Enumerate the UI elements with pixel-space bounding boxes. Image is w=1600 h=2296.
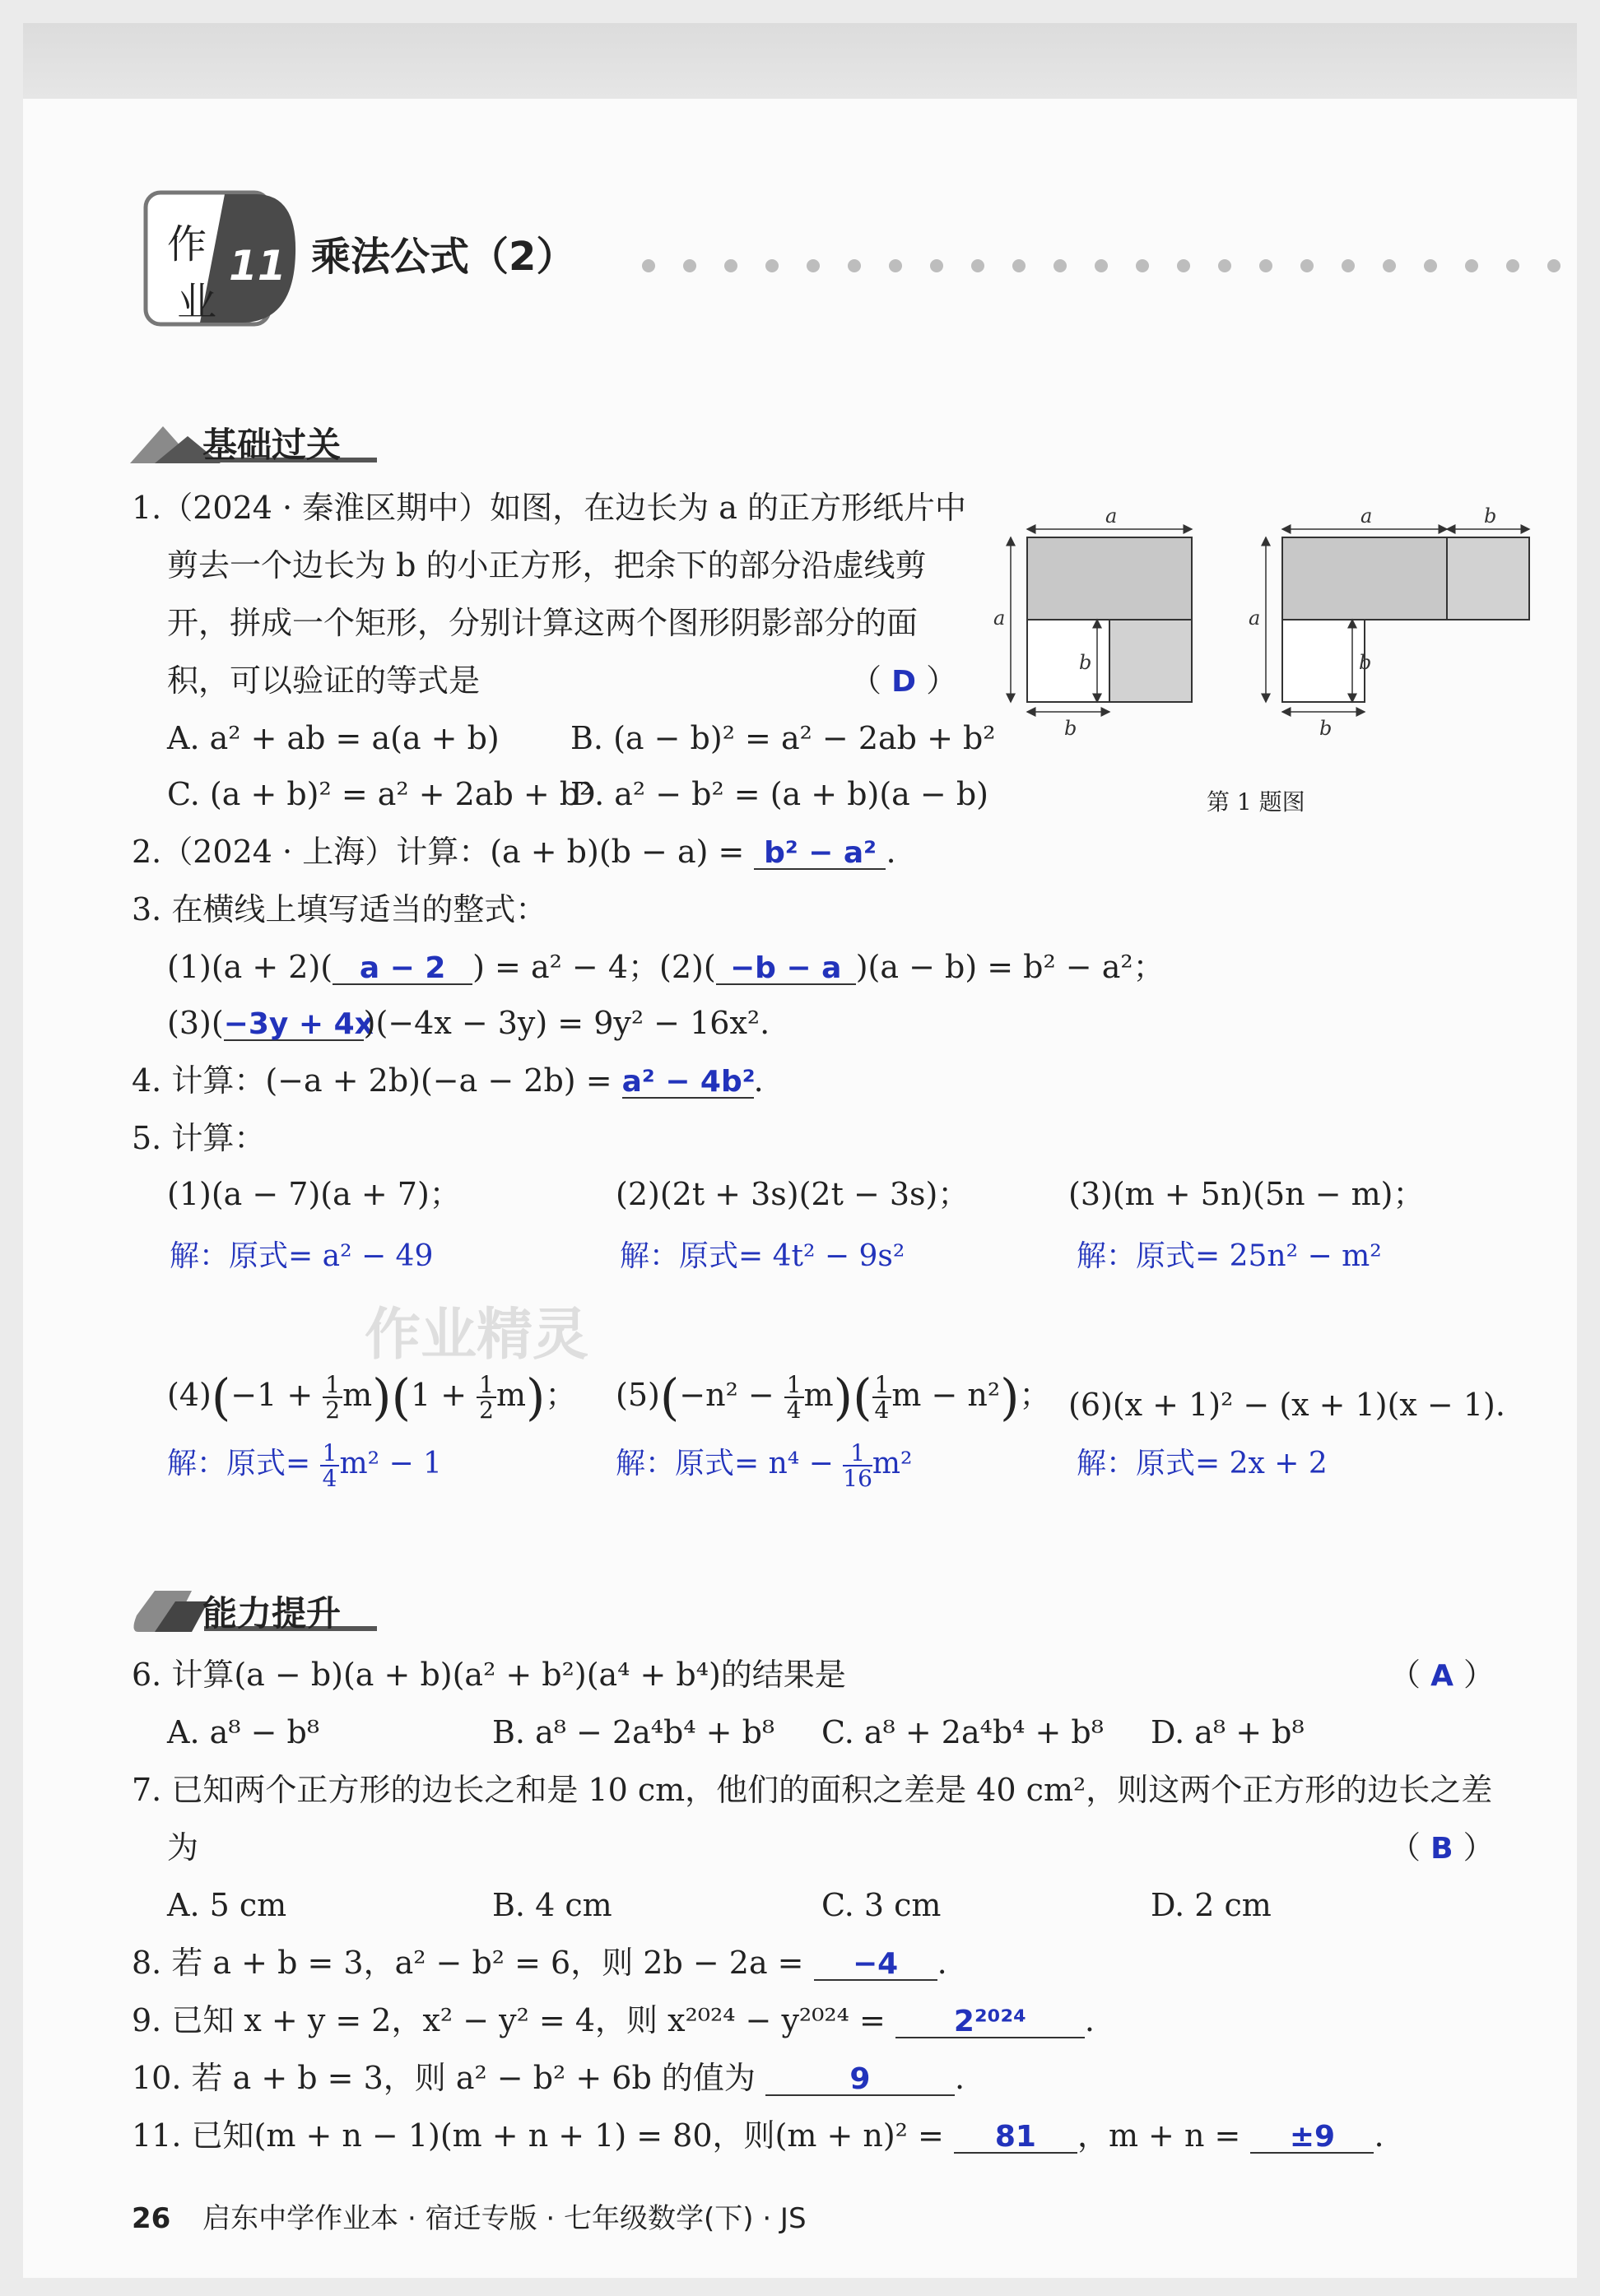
q6-option-a: A. a⁸ − b⁸ (167, 1714, 320, 1750)
q4-text: 4. 计算：(−a + 2b)(−a − 2b) = (132, 1062, 612, 1099)
q1-option-b: B. (a − b)² = a² − 2ab + b² (570, 720, 996, 756)
q3-prompt: 3. 在横线上填写适当的整式： (132, 891, 547, 927)
q3-blank-2 (716, 951, 856, 985)
homework-badge (142, 188, 299, 329)
q1-line-4: 积，可以验证的等式是 (167, 662, 481, 699)
figure-square-with-cut (1011, 529, 1192, 712)
q3-blank-3 (223, 1007, 374, 1041)
q5-solution-3: 解：原式= 25n² − m² (1077, 1239, 1382, 1273)
q9-question: 9. 已知 x + y = 2，x² − y² = 4，则 x²⁰²⁴ − y²⁰²⁴ = 2²⁰²⁴ . (132, 2002, 1095, 2038)
q6-answer: A (1430, 1659, 1453, 1693)
q11-blank-2 (1250, 2120, 1374, 2154)
fig1-label-a-left: a (993, 607, 1006, 630)
q5-part-2: (2)(2t + 3s)(2t − 3s)； (616, 1176, 970, 1212)
q7-option-c: C. 3 cm (821, 1887, 942, 1923)
section-advanced-title: 能力提升 (202, 1593, 342, 1634)
fig1-label-a-top: a (1105, 504, 1118, 528)
q5-solution-2: 解：原式= 4t² − 9s² (620, 1239, 905, 1273)
q5-prompt: 5. 计算： (132, 1120, 266, 1156)
q8-blank (814, 1947, 937, 1981)
q1-option-a: A. a² + ab = a(a + b) (167, 720, 500, 756)
q2-blank (754, 836, 886, 870)
q6-option-b: B. a⁸ − 2a⁴b⁴ + b⁸ (492, 1714, 775, 1750)
q7-answer-bracket: （ B ） (1389, 1829, 1495, 1866)
q9-text: 9. 已知 x + y = 2，x² − y² = 4，则 x²⁰²⁴ − y²⁰²⁴ = (132, 2002, 886, 2038)
q2-question: 2.（2024 · 上海）计算：(a + b)(b − a) = b² − a² . (132, 834, 896, 870)
q8-question: 8. 若 a + b = 3，a² − b² = 6，则 2b − 2a = −4 . (132, 1945, 947, 1981)
top-band (23, 23, 1577, 99)
q1-answer: D (891, 665, 916, 699)
badge-number: 11 (229, 242, 286, 290)
q1-figure (982, 496, 1542, 743)
q1-line-1: 1.（2024 · 秦淮区期中）如图，在边长为 a 的正方形纸片中 (132, 490, 967, 526)
fig2-label-b-right: b (1359, 651, 1372, 674)
q5-part-1: (1)(a − 7)(a + 7)； (167, 1176, 461, 1212)
q10-text: 10. 若 a + b = 3，则 a² − b² + 6b 的值为 (132, 2060, 756, 2096)
q7-answer: B (1430, 1832, 1453, 1866)
q3-part3b: )(−4x − 3y) = 9y² − 16x². (363, 1005, 770, 1041)
q8-text: 8. 若 a + b = 3，a² − b² = 6，则 2b − 2a = (132, 1945, 804, 1981)
q3-part2b: )(a − b) = b² − a²； (855, 949, 1165, 985)
watermark: 作业精灵 (365, 1303, 589, 1368)
q10-answer: 9 (849, 2062, 871, 2096)
q3-answer-1: a − 2 (359, 951, 446, 985)
q10-question: 10. 若 a + b = 3，则 a² − b² + 6b 的值为 9 . (132, 2060, 965, 2096)
q11-blank-1 (954, 2120, 1077, 2154)
q3-answer-2: −b − a (729, 951, 842, 985)
fig2-label-b-top: b (1484, 504, 1497, 528)
q1-line-3: 开，拼成一个矩形，分别计算这两个图形阴影部分的面 (167, 605, 919, 641)
q3-blank-1 (333, 951, 472, 985)
badge-char-zuo: 作 (167, 221, 207, 267)
figure-rearranged-rectangle (1266, 529, 1529, 712)
badge-char-ye: 业 (177, 279, 217, 325)
q10-blank (765, 2062, 955, 2096)
q6-question: 6. 计算(a − b)(a + b)(a² + b²)(a⁴ + b⁴)的结果是 (132, 1657, 846, 1693)
fig2-label-b-bottom: b (1319, 717, 1333, 740)
q5-solution-5: 解：原式= n⁴ − $\frac{1}{16}$ m² (616, 1438, 913, 1492)
workbook-page (23, 23, 1577, 2278)
q1-option-c: C. (a + b)² = a² + 2ab + b² (167, 776, 593, 812)
q1-option-d: D. a² − b² = (a + b)(a − b) (570, 776, 988, 812)
q5-part-3: (3)(m + 5n)(5n − m)； (1068, 1176, 1425, 1212)
q4-blank (622, 1065, 754, 1099)
fig1-label-b-bottom: b (1064, 717, 1077, 740)
q4-question: 4. 计算：(−a + 2b)(−a − 2b) = a² − 4b². (132, 1062, 764, 1099)
page-title: 乘法公式（2） (311, 234, 576, 280)
q3-answer-3: −3y + 4x (223, 1007, 374, 1041)
footer-book-title: 启东中学作业本 · 宿迁专版 · 七年级数学(下) · JS (202, 2202, 807, 2235)
q11-question: 11. 已知(m + n − 1)(m + n + 1) = 80，则(m + n)² = 81 ，m + n = ±9 . (132, 2117, 1384, 2154)
q5-solution-4: 解：原式= $\frac{1}{4}$ m² − 1 (167, 1438, 442, 1492)
q1-answer-bracket: （ D ） (850, 662, 958, 699)
q5-solution-1: 解：原式= a² − 49 (170, 1239, 434, 1273)
q5-part-4: (4)(−1 + $\frac{1}{2}$ m)(1 + $\frac{1}{2}$ m)； (167, 1369, 577, 1427)
page-number: 26 (132, 2202, 171, 2235)
q7-line-1: 7. 已知两个正方形的边长之和是 10 cm，他们的面积之差是 40 cm²，则这两个正方形的边长之差 (132, 1772, 1493, 1808)
q6-answer-bracket: （ A ） (1389, 1657, 1495, 1693)
section-basic-title: 基础过关 (202, 425, 342, 465)
q6-option-d: D. a⁸ + b⁸ (1151, 1714, 1305, 1750)
page-footer (132, 2196, 807, 2236)
q8-answer: −4 (853, 1947, 899, 1981)
q11-text-2: ，m + n = (1077, 2117, 1241, 2154)
q1-figure-caption: 第 1 题图 (1207, 788, 1305, 816)
q9-blank (895, 2005, 1085, 2038)
fig2-label-a-top: a (1360, 504, 1373, 528)
q4-answer: a² − 4b² (621, 1065, 756, 1099)
q7-option-a: A. 5 cm (167, 1887, 287, 1923)
q2-text: 2.（2024 · 上海）计算：(a + b)(b − a) = (132, 834, 745, 870)
title-dot-rule (632, 253, 1570, 278)
q9-answer: 2²⁰²⁴ (953, 2005, 1026, 2038)
q6-option-c: C. a⁸ + 2a⁴b⁴ + b⁸ (821, 1714, 1104, 1750)
q2-answer: b² − a² (764, 836, 877, 870)
q3-part1b: ) = a² − 4；(2)( (472, 949, 716, 985)
fig2-label-a-left: a (1249, 607, 1261, 630)
q11-text-1: 11. 已知(m + n − 1)(m + n + 1) = 80，则(m + n)² = (132, 2117, 944, 2154)
q5-solution-6: 解：原式= 2x + 2 (1077, 1447, 1328, 1480)
q5-part-6: (6)(x + 1)² − (x + 1)(x − 1). (1068, 1387, 1505, 1423)
q3-part3a: (3)( (167, 1005, 224, 1041)
q5-part-5: (5)(−n² − $\frac{1}{4}$ m)( $\frac{1}{4}$ m − n²)； (616, 1369, 1051, 1427)
q7-option-b: B. 4 cm (492, 1887, 612, 1923)
q11-answer-2: ±9 (1289, 2120, 1336, 2154)
q1-line-2: 剪去一个边长为 b 的小正方形，把余下的部分沿虚线剪 (167, 547, 927, 583)
q3-row-1 (167, 951, 1165, 985)
fig1-label-b-cut: b (1079, 651, 1092, 674)
q3-row-2 (167, 1007, 770, 1041)
q7-line-2: 为 (167, 1829, 199, 1866)
q7-option-d: D. 2 cm (1151, 1887, 1272, 1923)
q11-answer-1: 81 (994, 2120, 1036, 2154)
q3-part1a: (1)(a + 2)( (167, 949, 333, 985)
